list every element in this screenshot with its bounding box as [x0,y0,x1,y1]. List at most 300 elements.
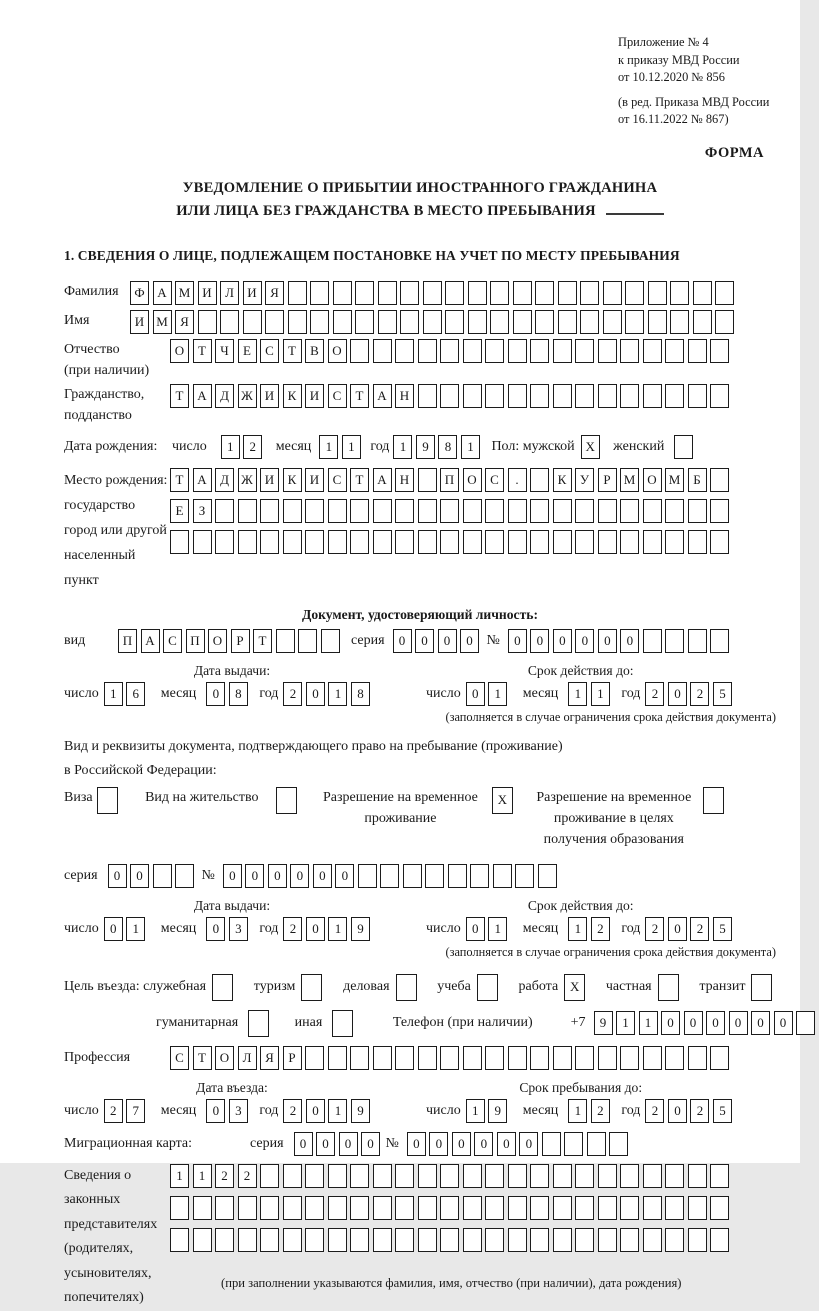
char-cell[interactable] [710,530,729,554]
stay-day-input[interactable] [466,1099,511,1123]
char-cell[interactable]: 0 [466,682,485,706]
char-cell[interactable] [350,339,369,363]
temp-permit-checkbox[interactable] [492,787,517,814]
char-cell[interactable] [333,310,352,334]
char-cell[interactable] [193,1196,212,1220]
char-cell[interactable] [575,1228,594,1252]
char-cell[interactable] [710,339,729,363]
char-cell[interactable]: 8 [229,682,248,706]
char-cell[interactable] [418,468,437,492]
char-cell[interactable] [448,864,467,888]
char-cell[interactable] [238,1228,257,1252]
char-cell[interactable] [688,530,707,554]
char-cell[interactable] [643,1228,662,1252]
char-cell[interactable] [575,339,594,363]
char-cell[interactable]: 3 [229,917,248,941]
char-cell[interactable]: 6 [126,682,145,706]
char-cell[interactable] [463,530,482,554]
char-cell[interactable] [620,1196,639,1220]
char-cell[interactable] [485,530,504,554]
char-cell[interactable]: . [508,468,527,492]
char-cell[interactable] [515,864,534,888]
char-cell[interactable] [703,787,724,814]
char-cell[interactable] [508,1164,527,1188]
char-cell[interactable] [395,1046,414,1070]
char-cell[interactable] [658,974,679,1001]
char-cell[interactable] [395,1164,414,1188]
char-cell[interactable]: 0 [684,1011,703,1035]
char-cell[interactable] [513,281,532,305]
char-cell[interactable] [463,1196,482,1220]
char-cell[interactable]: 5 [713,682,732,706]
char-cell[interactable]: 0 [553,629,572,653]
char-cell[interactable]: Л [220,281,239,305]
char-cell[interactable]: Р [598,468,617,492]
char-cell[interactable] [643,629,662,653]
char-cell[interactable] [153,864,172,888]
char-cell[interactable] [674,435,693,459]
char-cell[interactable] [463,384,482,408]
char-cell[interactable] [215,1228,234,1252]
char-cell[interactable] [400,281,419,305]
char-cell[interactable] [643,530,662,554]
char-cell[interactable]: С [170,1046,189,1070]
char-cell[interactable] [423,281,442,305]
permit-valid-day-input[interactable] [466,917,511,941]
char-cell[interactable]: И [243,281,262,305]
char-cell[interactable]: 0 [223,864,242,888]
birthplace-line1-input[interactable] [170,468,733,492]
char-cell[interactable] [305,1164,324,1188]
char-cell[interactable]: 0 [393,629,412,653]
migration-number-input[interactable] [407,1132,632,1156]
char-cell[interactable] [530,1046,549,1070]
char-cell[interactable]: 5 [713,1099,732,1123]
char-cell[interactable] [710,1228,729,1252]
char-cell[interactable] [693,281,712,305]
char-cell[interactable] [305,1196,324,1220]
char-cell[interactable]: 1 [568,917,587,941]
char-cell[interactable]: И [198,281,217,305]
char-cell[interactable]: У [575,468,594,492]
representatives-line3-input[interactable] [170,1228,733,1252]
char-cell[interactable]: 0 [306,682,325,706]
char-cell[interactable] [648,310,667,334]
char-cell[interactable]: 0 [751,1011,770,1035]
char-cell[interactable]: М [620,468,639,492]
char-cell[interactable] [575,384,594,408]
char-cell[interactable]: 0 [313,864,332,888]
char-cell[interactable] [620,1046,639,1070]
char-cell[interactable]: 3 [229,1099,248,1123]
char-cell[interactable] [463,1046,482,1070]
char-cell[interactable] [620,339,639,363]
char-cell[interactable] [440,1228,459,1252]
char-cell[interactable]: 9 [594,1011,613,1035]
char-cell[interactable]: 0 [598,629,617,653]
char-cell[interactable] [283,1228,302,1252]
char-cell[interactable]: 1 [126,917,145,941]
char-cell[interactable] [332,1010,353,1037]
char-cell[interactable]: 2 [104,1099,123,1123]
char-cell[interactable] [260,1164,279,1188]
char-cell[interactable]: 9 [416,435,435,459]
char-cell[interactable] [598,530,617,554]
char-cell[interactable]: 0 [774,1011,793,1035]
migration-series-input[interactable] [294,1132,384,1156]
char-cell[interactable] [276,629,295,653]
char-cell[interactable]: 0 [706,1011,725,1035]
char-cell[interactable] [175,864,194,888]
char-cell[interactable]: 0 [620,629,639,653]
char-cell[interactable] [220,310,239,334]
sex-female-checkbox[interactable] [674,435,697,459]
doc-valid-year-input[interactable] [645,682,735,706]
char-cell[interactable] [665,1228,684,1252]
char-cell[interactable]: 0 [438,629,457,653]
char-cell[interactable] [373,339,392,363]
char-cell[interactable] [198,310,217,334]
firstname-input[interactable] [130,310,738,334]
purpose-business-checkbox[interactable] [396,974,421,1001]
char-cell[interactable]: 1 [461,435,480,459]
char-cell[interactable] [693,310,712,334]
char-cell[interactable] [288,281,307,305]
char-cell[interactable] [530,499,549,523]
char-cell[interactable]: 0 [530,629,549,653]
char-cell[interactable] [688,1164,707,1188]
char-cell[interactable] [513,310,532,334]
char-cell[interactable] [643,1196,662,1220]
char-cell[interactable]: Р [231,629,250,653]
char-cell[interactable] [587,1132,606,1156]
char-cell[interactable]: З [193,499,212,523]
char-cell[interactable] [553,384,572,408]
sex-male-checkbox[interactable] [581,435,604,459]
char-cell[interactable] [395,499,414,523]
char-cell[interactable] [575,1046,594,1070]
char-cell[interactable] [710,384,729,408]
char-cell[interactable] [620,384,639,408]
char-cell[interactable]: 2 [283,682,302,706]
residence-checkbox[interactable] [276,787,301,814]
char-cell[interactable]: 1 [616,1011,635,1035]
char-cell[interactable]: С [260,339,279,363]
char-cell[interactable]: 8 [438,435,457,459]
char-cell[interactable] [625,281,644,305]
char-cell[interactable] [688,1196,707,1220]
char-cell[interactable] [535,281,554,305]
char-cell[interactable] [485,499,504,523]
char-cell[interactable] [170,1196,189,1220]
char-cell[interactable] [643,1046,662,1070]
char-cell[interactable] [170,1228,189,1252]
char-cell[interactable]: Е [238,339,257,363]
char-cell[interactable] [715,310,734,334]
char-cell[interactable] [715,281,734,305]
char-cell[interactable]: 1 [466,1099,485,1123]
char-cell[interactable]: С [163,629,182,653]
char-cell[interactable] [328,1228,347,1252]
char-cell[interactable]: 1 [393,435,412,459]
char-cell[interactable] [508,1196,527,1220]
char-cell[interactable] [485,339,504,363]
char-cell[interactable]: А [141,629,160,653]
char-cell[interactable] [530,1196,549,1220]
char-cell[interactable] [400,310,419,334]
char-cell[interactable]: 1 [568,682,587,706]
char-cell[interactable]: 2 [645,1099,664,1123]
char-cell[interactable] [463,339,482,363]
char-cell[interactable] [395,1196,414,1220]
char-cell[interactable] [215,499,234,523]
edu-permit-checkbox[interactable] [703,787,728,814]
char-cell[interactable] [440,499,459,523]
char-cell[interactable]: С [485,468,504,492]
char-cell[interactable] [580,281,599,305]
char-cell[interactable] [350,1046,369,1070]
char-cell[interactable]: Т [253,629,272,653]
char-cell[interactable] [620,1228,639,1252]
char-cell[interactable] [97,787,118,814]
char-cell[interactable]: 0 [130,864,149,888]
char-cell[interactable] [620,499,639,523]
char-cell[interactable] [575,1164,594,1188]
char-cell[interactable] [470,864,489,888]
char-cell[interactable]: М [665,468,684,492]
char-cell[interactable] [598,499,617,523]
char-cell[interactable] [665,1196,684,1220]
char-cell[interactable] [688,384,707,408]
char-cell[interactable] [625,310,644,334]
char-cell[interactable]: 0 [206,1099,225,1123]
char-cell[interactable]: С [328,384,347,408]
char-cell[interactable] [248,1010,269,1037]
char-cell[interactable]: Р [283,1046,302,1070]
char-cell[interactable] [418,499,437,523]
char-cell[interactable] [751,974,772,1001]
char-cell[interactable] [440,1046,459,1070]
char-cell[interactable]: А [193,468,212,492]
char-cell[interactable]: П [186,629,205,653]
char-cell[interactable] [373,1228,392,1252]
permit-issue-month-input[interactable] [206,917,251,941]
char-cell[interactable]: 1 [319,435,338,459]
purpose-official-checkbox[interactable] [212,974,237,1001]
char-cell[interactable]: Н [395,468,414,492]
purpose-study-checkbox[interactable] [477,974,502,1001]
char-cell[interactable] [328,1196,347,1220]
char-cell[interactable] [265,310,284,334]
char-cell[interactable]: 1 [591,682,610,706]
char-cell[interactable]: 1 [193,1164,212,1188]
char-cell[interactable] [378,310,397,334]
char-cell[interactable]: 0 [206,682,225,706]
char-cell[interactable]: 0 [661,1011,680,1035]
char-cell[interactable]: 9 [488,1099,507,1123]
representatives-line2-input[interactable] [170,1196,733,1220]
char-cell[interactable]: 1 [221,435,240,459]
char-cell[interactable] [575,499,594,523]
char-cell[interactable] [373,1164,392,1188]
char-cell[interactable]: 2 [591,917,610,941]
char-cell[interactable]: Т [283,339,302,363]
char-cell[interactable]: Л [238,1046,257,1070]
char-cell[interactable]: 0 [306,917,325,941]
char-cell[interactable]: 2 [645,917,664,941]
char-cell[interactable] [358,864,377,888]
char-cell[interactable] [710,1196,729,1220]
char-cell[interactable] [710,1164,729,1188]
char-cell[interactable] [260,499,279,523]
permit-issue-day-input[interactable] [104,917,149,941]
char-cell[interactable] [395,1228,414,1252]
char-cell[interactable] [283,530,302,554]
char-cell[interactable] [665,1164,684,1188]
permit-valid-month-input[interactable] [568,917,613,941]
char-cell[interactable]: 0 [460,629,479,653]
char-cell[interactable] [485,384,504,408]
char-cell[interactable] [418,1046,437,1070]
char-cell[interactable]: 0 [668,682,687,706]
char-cell[interactable]: Ж [238,468,257,492]
doc-valid-month-input[interactable] [568,682,613,706]
char-cell[interactable] [688,1228,707,1252]
char-cell[interactable]: 1 [639,1011,658,1035]
char-cell[interactable] [620,1164,639,1188]
char-cell[interactable]: М [175,281,194,305]
char-cell[interactable] [305,530,324,554]
char-cell[interactable]: 0 [306,1099,325,1123]
char-cell[interactable]: 2 [283,917,302,941]
char-cell[interactable] [260,1196,279,1220]
char-cell[interactable] [538,864,557,888]
char-cell[interactable]: П [118,629,137,653]
char-cell[interactable]: 1 [488,917,507,941]
char-cell[interactable]: 0 [452,1132,471,1156]
entry-year-input[interactable] [283,1099,373,1123]
char-cell[interactable] [321,629,340,653]
char-cell[interactable]: 0 [104,917,123,941]
char-cell[interactable] [598,1164,617,1188]
char-cell[interactable]: 0 [575,629,594,653]
char-cell[interactable]: 2 [645,682,664,706]
char-cell[interactable] [260,1228,279,1252]
char-cell[interactable]: 0 [290,864,309,888]
char-cell[interactable] [665,629,684,653]
char-cell[interactable]: 2 [690,917,709,941]
char-cell[interactable] [665,339,684,363]
char-cell[interactable] [243,310,262,334]
char-cell[interactable]: 1 [568,1099,587,1123]
char-cell[interactable] [238,499,257,523]
char-cell[interactable] [440,384,459,408]
char-cell[interactable] [508,1046,527,1070]
char-cell[interactable] [260,530,279,554]
doc-issue-month-input[interactable] [206,682,251,706]
char-cell[interactable] [463,499,482,523]
char-cell[interactable] [553,530,572,554]
visa-checkbox[interactable] [97,787,122,814]
char-cell[interactable]: И [130,310,149,334]
entry-day-input[interactable] [104,1099,149,1123]
char-cell[interactable]: 0 [508,629,527,653]
char-cell[interactable] [283,499,302,523]
char-cell[interactable] [688,629,707,653]
char-cell[interactable]: 0 [316,1132,335,1156]
char-cell[interactable] [688,1046,707,1070]
char-cell[interactable] [620,530,639,554]
char-cell[interactable] [542,1132,561,1156]
char-cell[interactable] [333,281,352,305]
char-cell[interactable]: 2 [243,435,262,459]
char-cell[interactable] [530,1164,549,1188]
char-cell[interactable] [418,384,437,408]
char-cell[interactable] [598,1196,617,1220]
char-cell[interactable]: И [260,468,279,492]
char-cell[interactable] [283,1164,302,1188]
char-cell[interactable]: К [283,384,302,408]
char-cell[interactable] [355,310,374,334]
char-cell[interactable] [530,339,549,363]
char-cell[interactable] [598,339,617,363]
char-cell[interactable] [328,1046,347,1070]
char-cell[interactable] [468,310,487,334]
char-cell[interactable] [796,1011,815,1035]
char-cell[interactable] [485,1196,504,1220]
char-cell[interactable] [558,310,577,334]
birth-month-input[interactable] [319,435,364,459]
representatives-line1-input[interactable] [170,1164,733,1188]
char-cell[interactable]: 0 [729,1011,748,1035]
char-cell[interactable]: А [373,468,392,492]
profession-input[interactable] [170,1046,733,1070]
char-cell[interactable] [373,1196,392,1220]
doc-issue-day-input[interactable] [104,682,149,706]
char-cell[interactable]: 8 [351,682,370,706]
char-cell[interactable] [665,384,684,408]
permit-number-input[interactable] [223,864,561,888]
char-cell[interactable]: 0 [268,864,287,888]
char-cell[interactable] [643,384,662,408]
char-cell[interactable]: Ч [215,339,234,363]
char-cell[interactable]: И [305,384,324,408]
char-cell[interactable]: 1 [104,682,123,706]
char-cell[interactable]: 0 [466,917,485,941]
char-cell[interactable]: Д [215,468,234,492]
char-cell[interactable] [328,499,347,523]
char-cell[interactable]: Ф [130,281,149,305]
char-cell[interactable] [373,530,392,554]
char-cell[interactable]: Я [260,1046,279,1070]
char-cell[interactable]: 0 [245,864,264,888]
char-cell[interactable] [440,1164,459,1188]
char-cell[interactable] [170,530,189,554]
char-cell[interactable]: Ж [238,384,257,408]
char-cell[interactable] [648,281,667,305]
char-cell[interactable] [553,1228,572,1252]
char-cell[interactable]: 5 [713,917,732,941]
phone-input[interactable] [594,1011,819,1035]
char-cell[interactable] [288,310,307,334]
char-cell[interactable] [350,530,369,554]
permit-issue-year-input[interactable] [283,917,373,941]
char-cell[interactable] [485,1046,504,1070]
char-cell[interactable]: 2 [690,1099,709,1123]
char-cell[interactable]: О [170,339,189,363]
char-cell[interactable] [395,530,414,554]
char-cell[interactable] [193,530,212,554]
